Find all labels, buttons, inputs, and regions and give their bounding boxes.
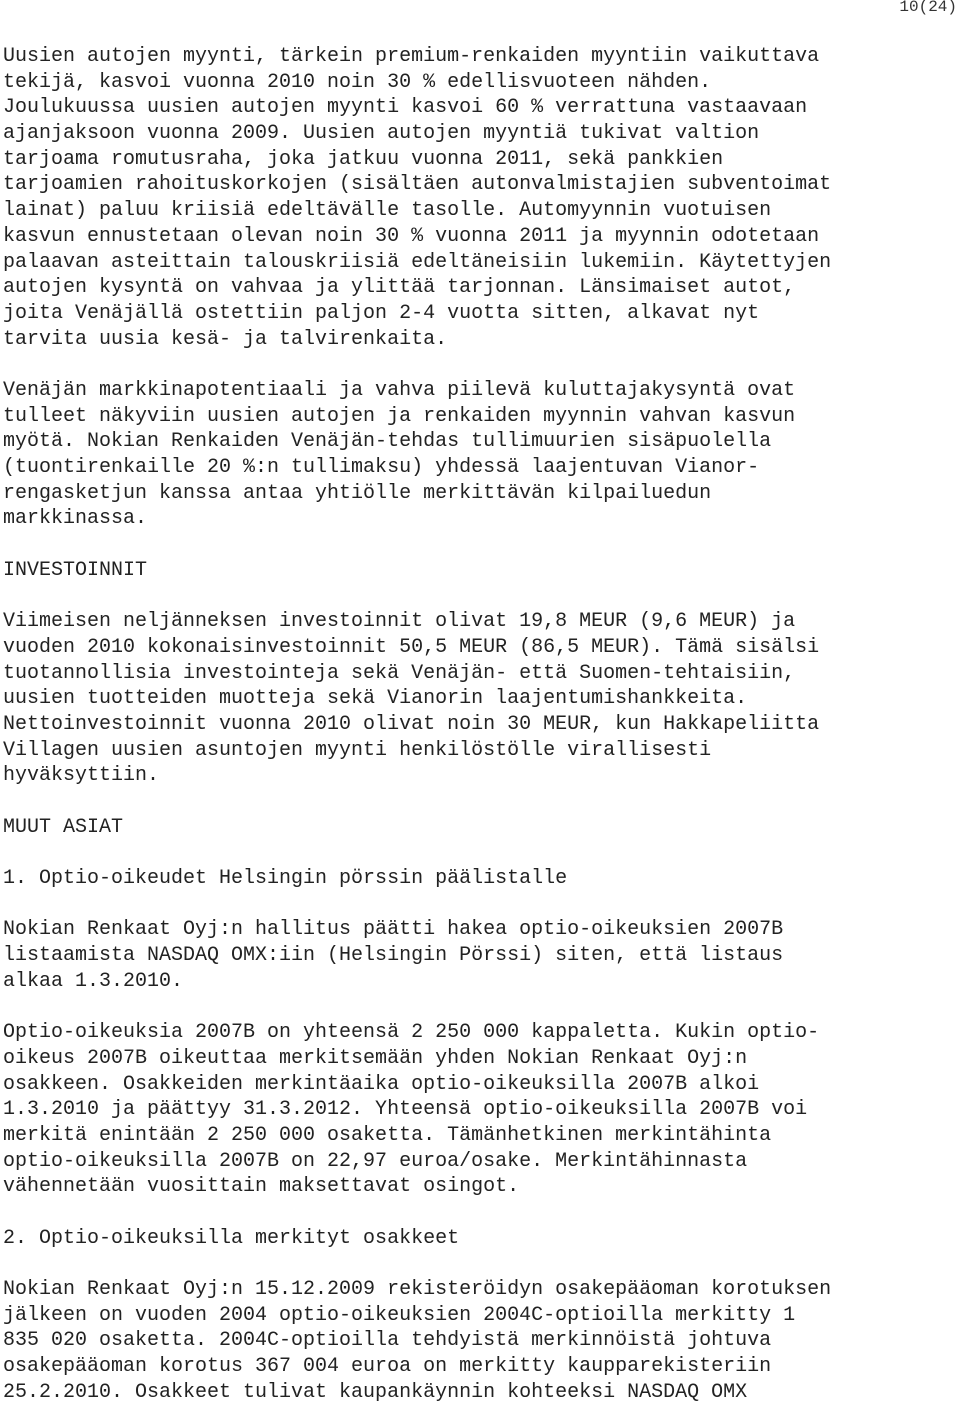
text-line: 25.2.2010. Osakkeet tulivat kaupankäynnin kohteeksi NASDAQ OMX xyxy=(3,1380,748,1404)
text-line: (tuontirenkaille 20 %:n tullimaksu) yhdessä laajentuvan Vianor- xyxy=(3,456,760,479)
text-line: 835 020 osaketta. 2004C-optioilla tehdyistä merkinnöistä johtuva xyxy=(3,1329,772,1353)
text-line: Optio-oikeuksia 2007B on yhteensä 2 250 000 kappaletta. Kukin optio- xyxy=(3,1021,820,1045)
paragraph-gap xyxy=(3,892,958,918)
text-line: vähennetään vuosittain maksettavat osingot. xyxy=(3,1175,520,1199)
paragraph-gap xyxy=(3,352,958,378)
heading-text: 1. Optio-oikeudet Helsingin pörssin päälistalle xyxy=(3,867,568,890)
section-heading xyxy=(3,866,958,892)
text-line: lainat) paluu kriisiä edeltävälle tasolle. Automyynnin vuotuisen xyxy=(3,199,772,223)
text-line: ajanjaksoon vuonna 2009. Uusien autojen myyntiä tukivat valtion xyxy=(3,122,760,146)
paragraph xyxy=(3,917,958,994)
paragraph-gap xyxy=(3,532,958,558)
paragraph-gap xyxy=(3,840,958,866)
text-line: palaavan asteittain talouskriisiä edeltäneisiin lukemiin. Käytettyjen xyxy=(3,250,832,274)
heading-text: 2. Optio-oikeuksilla merkityt osakkeet xyxy=(3,1226,460,1250)
text-line: Nettoinvestoinnit vuonna 2010 olivat noin 30 MEUR, kun Hakkapeliitta xyxy=(3,712,820,736)
paragraph xyxy=(3,609,958,789)
text-line: merkitä enintään 2 250 000 osaketta. Tämänhetkinen merkintähinta xyxy=(3,1123,772,1147)
section-heading xyxy=(3,815,958,841)
paragraph xyxy=(3,44,958,352)
paragraph-gap xyxy=(3,789,958,815)
text-line: Joulukuussa uusien autojen myynti kasvoi 60 % verrattuna vastaavaan xyxy=(3,96,808,120)
text-line: alkaa 1.3.2010. xyxy=(3,969,184,993)
text-line: Nokian Renkaat Oyj:n hallitus päätti hakea optio-oikeuksien 2007B xyxy=(3,918,784,942)
section-heading xyxy=(3,558,958,584)
paragraph-gap xyxy=(3,994,958,1020)
paragraph-gap xyxy=(3,1251,958,1277)
text-line: optio-oikeuksilla 2007B on 22,97 euroa/osake. Merkintähinnasta xyxy=(3,1149,748,1173)
text-line: tarvita uusia kesä- ja talvirenkaita. xyxy=(3,327,448,351)
paragraph-gap xyxy=(3,1200,958,1226)
text-line: myötä. Nokian Renkaiden Venäjän-tehdas tullimuurien sisäpuolella xyxy=(3,430,772,454)
text-line: tekijä, kasvoi vuonna 2010 noin 30 % edellisvuoteen nähden. xyxy=(3,70,712,94)
section-heading xyxy=(3,1226,958,1252)
text-line: markkinassa. xyxy=(3,507,148,531)
paragraph xyxy=(3,1277,958,1405)
document-body xyxy=(3,44,958,1405)
text-line: Villagen uusien asuntojen myynti henkilöstölle virallisesti xyxy=(3,738,712,762)
text-line: osakepääoman korotus 367 004 euroa on merkitty kaupparekisteriin xyxy=(3,1355,772,1379)
paragraph xyxy=(3,1020,958,1200)
text-line: osakkeen. Osakkeiden merkintäaika optio-oikeuksilla 2007B alkoi xyxy=(3,1072,760,1096)
text-line: tarjoama romutusraha, joka jatkuu vuonna 2011, sekä pankkien xyxy=(3,147,724,171)
text-line: tulleet näkyviin uusien autojen ja renkaiden myynnin vahvan kasvun xyxy=(3,404,796,428)
heading-text: INVESTOINNIT xyxy=(3,558,148,582)
text-line: Viimeisen neljänneksen investoinnit olivat 19,8 MEUR (9,6 MEUR) ja xyxy=(3,610,796,634)
text-line: Nokian Renkaat Oyj:n 15.12.2009 rekisteröidyn osakepääoman korotuksen xyxy=(3,1278,832,1301)
paragraph xyxy=(3,378,958,532)
text-line: joita Venäjällä ostettiin paljon 2-4 vuotta sitten, alkavat nyt xyxy=(3,301,760,325)
text-line: listaamista NASDAQ OMX:iin (Helsingin Pörssi) siten, että listaus xyxy=(3,944,784,968)
text-line: 1.3.2010 ja päättyy 31.3.2012. Yhteensä optio-oikeuksilla 2007B voi xyxy=(3,1098,808,1122)
paragraph-gap xyxy=(3,583,958,609)
text-line: oikeus 2007B oikeuttaa merkitsemään yhden Nokian Renkaat Oyj:n xyxy=(3,1046,748,1070)
text-line: tuotannollisia investointeja sekä Venäjän- että Suomen-tehtaisiin, xyxy=(3,661,796,685)
text-line: Uusien autojen myynti, tärkein premium-renkaiden myyntiin vaikuttava xyxy=(3,45,820,68)
page-number: 10(24) xyxy=(899,0,957,16)
text-line: hyväksyttiin. xyxy=(3,764,160,788)
text-line: tarjoamien rahoituskorkojen (sisältäen autonvalmistajien subventoimat xyxy=(3,173,832,197)
heading-text: MUUT ASIAT xyxy=(3,815,124,839)
text-line: rengasketjun kanssa antaa yhtiölle merkittävän kilpailuedun xyxy=(3,481,712,505)
text-line: jälkeen on vuoden 2004 optio-oikeuksien 2004C-optioilla merkitty 1 xyxy=(3,1303,796,1327)
text-line: Venäjän markkinapotentiaali ja vahva piilevä kuluttajakysyntä ovat xyxy=(3,378,796,402)
text-line: autojen kysyntä on vahvaa ja ylittää tarjonnan. Länsimaiset autot, xyxy=(3,276,796,300)
text-line: kasvun ennustetaan olevan noin 30 % vuonna 2011 ja myynnin odotetaan xyxy=(3,224,820,248)
text-line: vuoden 2010 kokonaisinvestoinnit 50,5 MEUR (86,5 MEUR). Tämä sisälsi xyxy=(3,635,820,659)
text-line: uusien tuotteiden muotteja sekä Vianorin laajentumishankkeita. xyxy=(3,687,748,711)
